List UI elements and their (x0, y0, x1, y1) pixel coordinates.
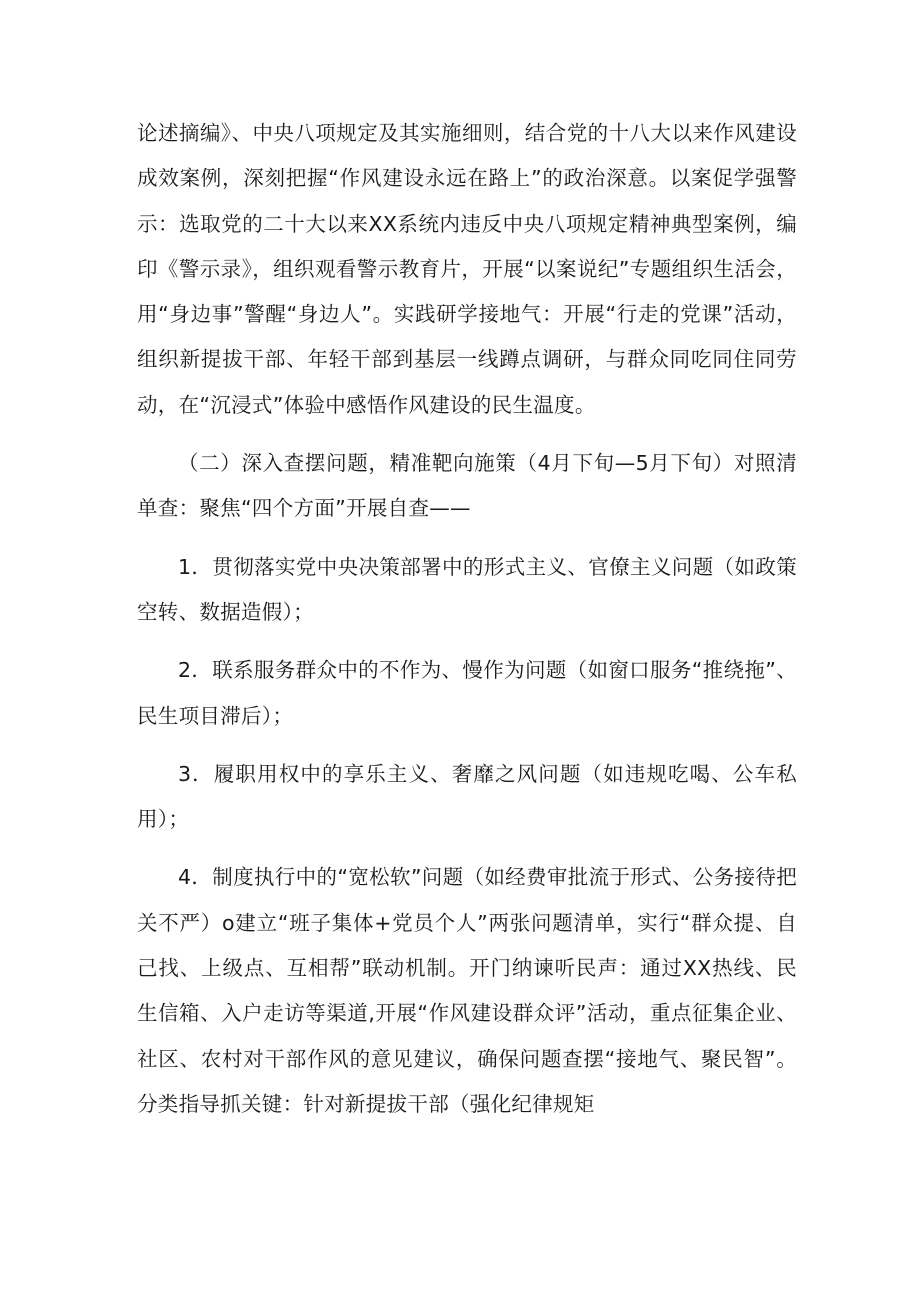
paragraph-section-heading: （二）深入查摆问题，精准靶向施策（4月下旬—5月下旬）对照清单查：聚焦“四个方面”开展自查—— (137, 451, 797, 521)
paragraph-item-1: 1．贯彻落实党中央决策部署中的形式主义、官僚主义问题（如政策空转、数据造假）； (137, 554, 797, 624)
paragraph-item-3: 3．履职用权中的享乐主义、奢靡之风问题（如违规吃喝、公车私用）； (137, 761, 797, 832)
document-body (137, 111, 797, 1127)
paragraph-continuation: 论述摘编》、中央八项规定及其实施细则，结合党的十八大以来作风建设成效案例，深刻把握“作风建设永远在路上”的政治深意。以案促学强警示：选取党的二十大以来XX系统内违反中央八项规定精神典型案例，编印《警示录》，组织观看警示教育片，开展“以案说纪”专题组织生活会，用“身边事”警醒“身边人”。实践研学接地气：开展“行走的党课”活动，组织新提拔干部、年轻干部到基层一线蹲点调研，与群众同吃同住同劳动，在“沉浸式”体验中感悟作风建设的民生温度。 (137, 121, 797, 417)
paragraph-item-4: 4．制度执行中的“宽松软”问题（如经费审批流于形式、公务接待把关不严）o建立“班子集体+党员个人”两张问题清单，实行“群众提、自己找、上级点、互相帮”联动机制。开门纳谏听民声：通过XX热线、民生信箱、入户走访等渠道,开展“作风建设群众评”活动，重点征集企业、社区、农村对干部作风的意见建议，确保问题查摆“接地气、聚民智”。分类指导抓关键：针对新提拔干部（强化纪律规矩 (137, 865, 797, 1116)
paragraph-item-2: 2．联系服务群众中的不作为、慢作为问题（如窗口服务“推绕拖”、民生项目滞后）； (137, 658, 797, 728)
